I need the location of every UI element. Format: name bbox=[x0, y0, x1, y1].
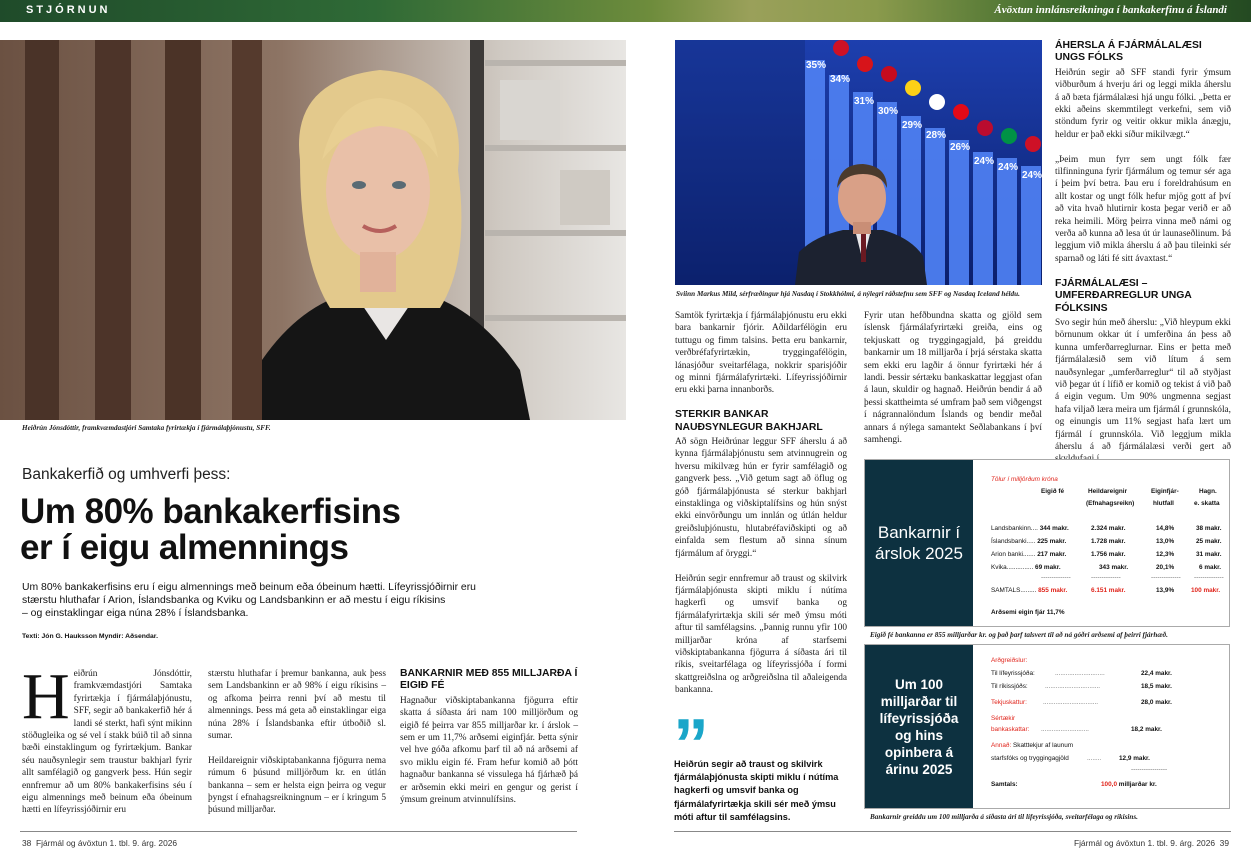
footer-rule-left bbox=[20, 831, 577, 832]
dividend-pension-label: Til lífeyrissjóða: bbox=[991, 670, 1035, 677]
lead-line-2: stærstu hluthafar í Arion, Íslandsbanka og Kviku og Landsbankinn er að mestu í eigu ríkisins bbox=[22, 595, 446, 607]
screen-label: 26% bbox=[950, 142, 971, 153]
divider-dashes: -------------- bbox=[1041, 574, 1071, 581]
bank-summary-title-panel bbox=[865, 460, 973, 626]
screen-label: 30% bbox=[878, 106, 899, 117]
screen-label: 24% bbox=[974, 156, 995, 167]
unit-note: Tölur í milljörðum króna bbox=[991, 476, 1058, 483]
table-cell: 12,3% bbox=[1156, 551, 1175, 558]
body-paragraph: Heiðrún Jónsdóttir, framkvæmdastjóri Samtaka fyrirtækja í fjármálaþjónustu, SFF, segir að bankakerfið hér á landi sé sterkt, hafi sýnt mikinn stöðugleika og sé vel í stakk búið til að sinna bæði einstaklingum og fyrirtækjum. Bankar séu nauðsynlegir sem traustur bakhjarl fyrir allt samfélagið og gangverk þess. Hún segir ennfremur að um 80% bankakerfisins séu í eigu almennings með beinum eða óbeinum hætti en lífeyrissjóðirnir eru bbox=[22, 660, 192, 816]
bank-summary-caption: Eigið fé bankanna er 855 milljarðar kr. og það þarf talsvert til að ná góðri arðsemi af þeirri fjárhæð. bbox=[870, 631, 1168, 639]
special-tax-value: 18,2 makr. bbox=[1131, 726, 1162, 733]
total-label: Samtals: bbox=[991, 781, 1018, 788]
box-title-line: árslok 2025 bbox=[875, 544, 963, 563]
footer-right bbox=[1074, 838, 1229, 848]
table-cell: 6 makr. bbox=[1199, 564, 1222, 571]
body-paragraph: Fyrir utan hefðbundna skatta og gjöld sem íslensk fjármálafyrirtæki greiða, eins og tekjuskatt og tryggingagjald, þá greiddu bankarnir um 18 milljarða í þrjá sérstaka skatta sem ekki eru lagðir á önnur fyrirtæki hér á landi. Þessir sértæku bankaskattar leggjast ofan á laun, skuldir og hagnað. Heiðrún bendir á að þessi skattheimta sé umfram það sem viðgengst í nágrannalöndum Íslands og bendir meðal annars á nýlega samantekt Seðlabankans í því samhengi. bbox=[864, 311, 1042, 446]
divider-dashes: -------------- bbox=[1151, 574, 1181, 581]
page-number-left: 38 bbox=[22, 838, 32, 848]
body-paragraph: stærstu hluthafar í þremur bankanna, auk þess sem Landsbankinn er að 98% í eigu ríkisins – og afkoma þeirra renni því að mestu til almennings. Þess má geta að einstaklingar eiga núna 28% í Íslandsbanka eftir útboðið sl. sumar. bbox=[208, 669, 386, 742]
body-column-3 bbox=[400, 668, 578, 806]
table-row: Arion banki....... 217 makr. bbox=[991, 551, 1067, 558]
table-cell: 2.324 makr. bbox=[1091, 525, 1126, 532]
dividends-label: Arðgreiðslur: bbox=[991, 657, 1028, 664]
body-column-6 bbox=[1055, 40, 1231, 466]
dividend-state-label: Til ríkissjóðs: bbox=[991, 683, 1028, 690]
page-number-right: 39 bbox=[1219, 838, 1229, 848]
box-title-line: árinu 2025 bbox=[885, 761, 953, 777]
top-banner bbox=[0, 0, 1251, 22]
other-value: 12,9 makr. bbox=[1119, 755, 1150, 762]
screen-label: 24% bbox=[998, 162, 1019, 173]
header-assets-2: (Efnahagsreikn) bbox=[1086, 500, 1135, 507]
income-tax-label: Tekjuskattur: bbox=[991, 699, 1027, 706]
subheading: BANKARNIR MEÐ 855 MILLJARÐA Í EIGIÐ FÉ bbox=[400, 668, 578, 692]
box-title-line: opinbera á bbox=[884, 744, 954, 760]
header-equity: Eigið fé bbox=[1041, 488, 1065, 495]
screen-label: 29% bbox=[902, 120, 923, 131]
headline-line-2: er í eigu almennings bbox=[20, 528, 349, 567]
body-paragraph: Að sögn Heiðrúnar leggur SFF áherslu á að kynna fjármálaþjónustu sem atvinnugrein og hversu mikilvæg hún er fyrir samfélagið og gangverk þess. „Við getum sagt að öflug og góð fjármálaþjónusta sé sterkur bakhjarl einstaklinga og viðskiptalífsins og hún snýst ekki einvörðungu um innlán og útlán heldur greiðsluþjónustu, hlutabréfaviðskipti og að einfalda sem flestum að sinna sínum fjármálum af öryggi.“ bbox=[675, 437, 847, 559]
table-cell: 100 makr. bbox=[1191, 587, 1221, 594]
body-column-4 bbox=[675, 310, 847, 697]
drop-cap: H bbox=[22, 660, 70, 733]
body-paragraph: „Þeim mun fyrr sem ungt fólk fær tilfinninguna fyrir fjármálum og temur sér aga í þeim því betra. Þau eru í foreldrahúsum en allt kostar og ungt fólk hefur mjög gott af því að vita hvað hlutirnir kosta þegar verið er að reka heimili. Mörg þeirra vinna með námi og verða að kunna að lesa út úr launaseðlinum. Þá leggjum við mikla áherslu á að þau tileinki sér sparnað og láti fé sitt ávaxtast.“ bbox=[1055, 154, 1231, 264]
footer-rule-right bbox=[674, 831, 1231, 832]
portrait-illustration bbox=[0, 40, 626, 420]
section-label: STJÓRNUN bbox=[26, 4, 111, 16]
lead-line-1: Um 80% bankakerfisins eru í eigu almennings með beinum eða óbeinum hætti. Lífeyrissjóðirnir eru bbox=[22, 582, 476, 593]
income-tax-value: 28,0 makr. bbox=[1141, 699, 1172, 706]
special-tax-label-2: bankaskattar: bbox=[991, 726, 1030, 733]
footer-issue-left: Fjármál og ávöxtun 1. tbl. 9. árg. 2026 bbox=[35, 838, 178, 848]
portrait-photo bbox=[0, 40, 626, 420]
quote-icon: ” bbox=[673, 705, 709, 785]
article-lead bbox=[22, 581, 582, 621]
conference-illustration bbox=[675, 40, 1042, 285]
table-cell: 343 makr. bbox=[1099, 564, 1129, 571]
table-cell: 13,0% bbox=[1156, 538, 1175, 545]
table-cell: 13,9% bbox=[1156, 587, 1175, 594]
table-row: Íslandsbanki..... 225 makr. bbox=[991, 538, 1067, 545]
screen-label: 28% bbox=[926, 130, 947, 141]
header-ratio-1: Eiginfjár- bbox=[1151, 488, 1179, 495]
box-title-line: milljarðar til bbox=[880, 693, 958, 709]
screen-label: 24% bbox=[1022, 170, 1042, 181]
total-value-line: 100,0 milljarðar kr. bbox=[1101, 781, 1157, 788]
table-cell: 25 makr. bbox=[1196, 538, 1222, 545]
body-paragraph: Heildareignir viðskiptabankanna fjögurra nema rúmum 6 þúsund milljörðum kr. en útlán bankanna – sem er helsta eign þeirra og vegur þyngst í efnahagsreikningnum – er í kringum 5 þúsund milljarðar. bbox=[208, 755, 386, 816]
body-paragraph: Heiðrún segir ennfremur að traust og skilvirk fjármálaþjónusta skipti miklu í nútíma hagkerfi og umsvif banka og fjármálafyrirtækja skili sér með ýmsu móti aftur til samfélagsins. „Þannig runnu yfir 100 milljarðar króna af starfsemi viðskiptabankanna fjögurra á síðasta ári til ríkis, sveitarfélaga og lífeyrissjóða í formi skattgreiðslna og arðgreiðslna til aðaleigenda bankanna. bbox=[675, 573, 847, 696]
lead-line-3: – og einstaklingar eiga núna 28% í Íslandsbanka. bbox=[22, 608, 249, 620]
table-row: Kvika............... 69 makr. bbox=[991, 564, 1061, 571]
headline-line-1: Um 80% bankakerfisins bbox=[20, 492, 401, 531]
payments-box bbox=[864, 644, 1230, 809]
payments-caption: Bankarnir greiddu um 100 milljarða á síðasta ári til lífeyrissjóða, sveitarfélaga og ríkisins. bbox=[870, 813, 1138, 821]
body-paragraph: Heiðrún segir að SFF standi fyrir ýmsum viðburðum á hverju ári og leggi mikla áherslu á að bæta fjármálalæsi hjá ungu fólki. „Þetta er ekki aðeins skemmtilegt verkefni, sem við stöndum fyrir og veitir okkur mikla ánægju, heldur er það ekki síður mikilvægt.“ bbox=[1055, 67, 1231, 140]
other-label-line-1: Annað: Skatttekjur af launum bbox=[991, 742, 1074, 749]
screen-label: 35% bbox=[806, 60, 827, 71]
dividend-pension-value: 22,4 makr. bbox=[1141, 670, 1172, 677]
header-assets-1: Heildareignir bbox=[1088, 488, 1128, 495]
body-paragraph: Samtök fyrirtækja í fjármálaþjónustu eru ekki bara bankarnir fjórir. Aðildarfélögin eru tuttugu og fimm talsins. Þetta eru bankarnir, verðbréfafyrirtækin, tryggingafélögin, lánasjóður sveitarfélaga, nokkrir sparisjóðir og minni fjármálafyrirtæki. Lífeyrissjóðirnir eru ekki þarna innanborðs. bbox=[675, 311, 847, 396]
divider-dashes: -------------- bbox=[1091, 574, 1121, 581]
footer-issue-right: Fjármál og ávöxtun 1. tbl. 9. árg. 2026 bbox=[1073, 838, 1216, 848]
header-profit-1: Hagn. bbox=[1199, 488, 1217, 495]
divider-dashes: ----------------- bbox=[1131, 766, 1168, 773]
table-cell: 6.151 makr. bbox=[1091, 587, 1126, 594]
pull-quote: Heiðrún segir að traust og skilvirk fjármálaþjónusta skipti miklu í nútíma hagkerfi og umsvif banka og fjármálafyrirtækja skili sér með ýmsu móti aftur til samfélagsins. bbox=[674, 759, 839, 822]
box-title-line: lífeyrissjóða bbox=[879, 710, 959, 726]
article-headline bbox=[20, 494, 500, 566]
body-column-2 bbox=[208, 668, 386, 817]
portrait-caption: Heiðrún Jónsdóttir, framkvæmdastjóri Samtaka fyrirtækja í fjármálaþjónustu, SFF. bbox=[22, 424, 271, 432]
conference-caption: Sviinn Markus Mild, sérfræðingur hjá Nasdaq í Stokkhólmi, á nýlegri ráðstefnu sem SFF og Nasdaq Iceland héldu. bbox=[676, 290, 1020, 298]
payments-table: Arðgreiðslur: Til lífeyrissjóða: ............................ 22,4 makr. Til ríkissjóðs: ............................... 18,5 makr. Tekjuskattur: ............................... 28,0 makr. Sértækir bankaskattar: ........................... 18,2 makr. Annað: Skatttekjur af launum starfsfóks og tryggingagjöld ........ 12,9 makr. ----------------- Samtals: 100,0 milljarðar kr. bbox=[991, 657, 1172, 788]
subheading: FJÁRMÁLALÆSI – UMFERÐARREGLUR UNGA FÓLKSINS bbox=[1055, 277, 1192, 314]
body-paragraph: Hagnaður viðskiptabankanna fjögurra eftir skatta á síðasta ári nam 100 milljörðum og eigið fé þeirra var 855 milljarðar kr. í árslok – sem er um 11,7% arðsemi eiginfjár. Þetta sýnir vel hve góða afkomu þarf til að ná arðsemi af svo miklu eigin fé. Fram hefur komið að þótt hagnaður bankanna sé vissulega há fjárhæð þá er arðsemin ekki meiri en gengur og gerist í ýmsum greinum atvinnulífsins. bbox=[400, 695, 578, 806]
box-title-line: Um 100 bbox=[894, 676, 943, 692]
screen-label: 31% bbox=[854, 96, 875, 107]
special-tax-label-1: Sértækir bbox=[991, 715, 1016, 722]
table-cell: 20,1% bbox=[1156, 564, 1175, 571]
table-row: Landsbankinn.... 344 makr. bbox=[991, 525, 1069, 532]
payments-title-panel bbox=[865, 645, 973, 808]
other-label-line-2: starfsfóks og tryggingagjöld bbox=[991, 755, 1069, 762]
bank-summary-table bbox=[981, 460, 1230, 627]
table-cell: 14,8% bbox=[1156, 525, 1175, 532]
table-cell: 31 makr. bbox=[1196, 551, 1222, 558]
body-column-5 bbox=[864, 310, 1042, 446]
table-cell: 1.756 makr. bbox=[1091, 551, 1126, 558]
article-credit: Texti: Jón G. Hauksson Myndir: Aðsendar. bbox=[22, 633, 158, 640]
roe-line: Arðsemi eigin fjár 11,7% bbox=[991, 609, 1065, 616]
box-title-line: og hins bbox=[894, 727, 943, 743]
box-title-line: Bankarnir í bbox=[877, 523, 961, 542]
article-kicker: Bankakerfið og umhverfi þess: bbox=[22, 466, 231, 483]
screen-label: 34% bbox=[830, 74, 851, 85]
bank-summary-box bbox=[864, 459, 1230, 627]
body-paragraph: Svo segir hún með áherslu: „Við hleypum ekki börnunum okkar út í umferðina án þess að kunna umferðarreglurnar. Eins er þetta með fjármálalæsið sem við lítum á sem nauðsynlegar „umferðarreglur“ til að styðjast við þegar út í lífið er komið og tekist á við það á eigin vegum. Um 90% ungmenna segjast hafa viljað læra meira um fjármál í grunnskóla, og einungis um 11% segjast hafa lært um fjármál í grunnskóla. Við leggjum mikla áherslu á að fjármálalæsi verði gert að bbox=[1055, 317, 1231, 452]
body-column-1 bbox=[22, 660, 192, 817]
subheading: STERKIR BANKAR NAUÐSYNLEGUR BAKHJARL bbox=[675, 409, 823, 433]
running-title: Ávöxtun innlánsreikninga í bankakerfinu á Íslandi bbox=[994, 4, 1227, 16]
table-total-row: SAMTALS......... 855 makr. bbox=[991, 587, 1068, 594]
subheading: ÁHERSLA Á FJÁRMÁLALÆSI UNGS FÓLKS bbox=[1055, 40, 1202, 64]
footer-left bbox=[22, 838, 177, 848]
dividend-state-value: 18,5 makr. bbox=[1141, 683, 1172, 690]
table-cell: 38 makr. bbox=[1196, 525, 1222, 532]
divider-dashes: -------------- bbox=[1194, 574, 1224, 581]
conference-photo bbox=[675, 40, 1042, 285]
header-ratio-2: hlutfall bbox=[1153, 500, 1174, 507]
header-profit-2: e. skatta bbox=[1194, 500, 1220, 507]
table-cell: 1.728 makr. bbox=[1091, 538, 1126, 545]
